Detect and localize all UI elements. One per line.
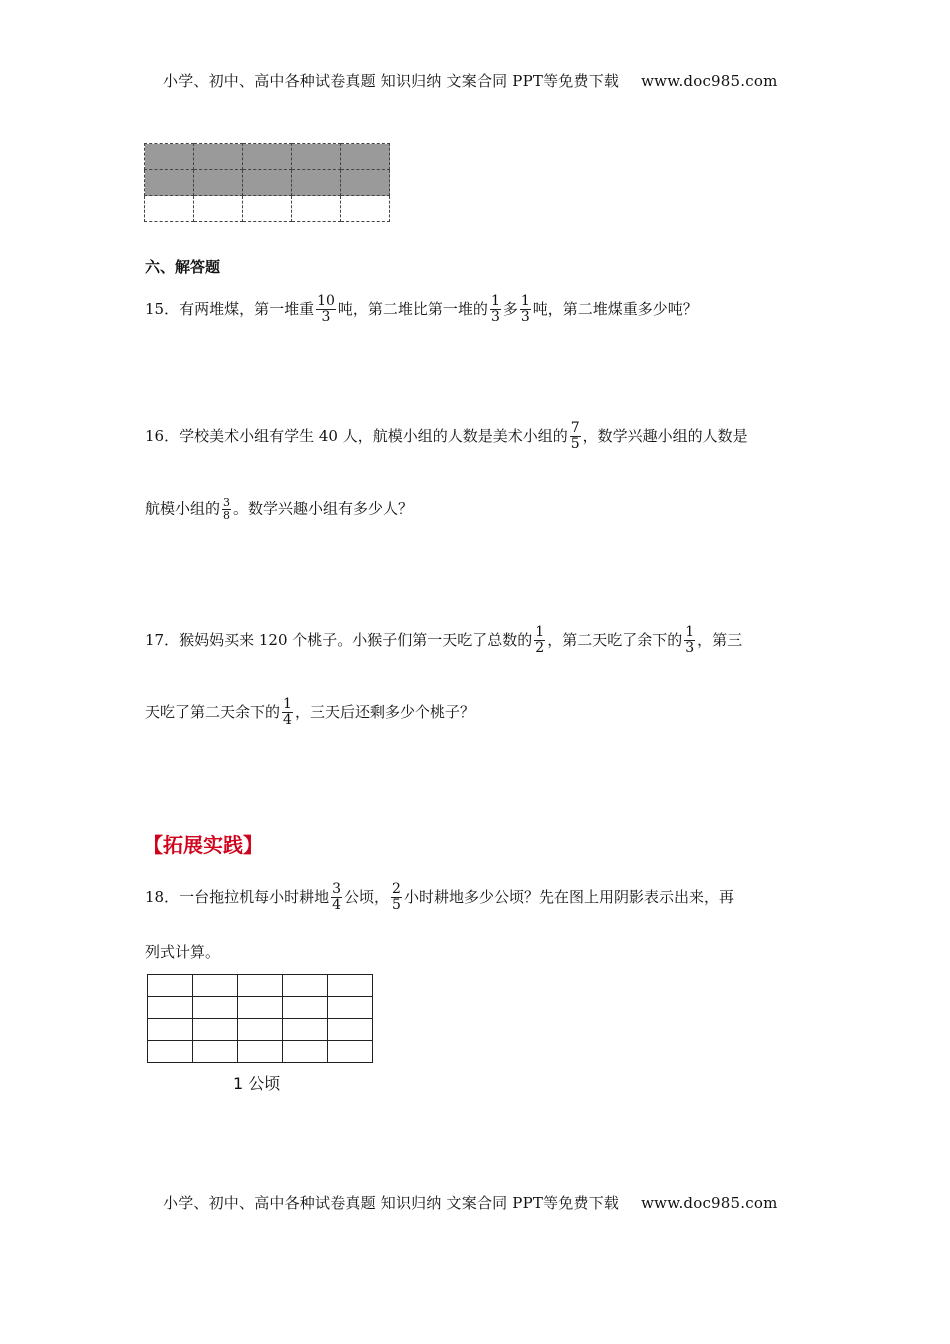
denominator: 5	[570, 436, 580, 453]
grid-cell	[194, 196, 243, 222]
header-text: 小学、初中、高中各种试卷真题 知识归纳 文案合同 PPT等免费下载	[163, 72, 620, 90]
denominator: 5	[392, 897, 401, 914]
grid-row	[145, 170, 390, 196]
denominator: 3	[316, 309, 336, 325]
grid-cell	[238, 997, 283, 1019]
numerator: 2	[392, 881, 401, 897]
fraction	[331, 882, 342, 914]
denominator: 4	[332, 897, 342, 914]
grid-row	[148, 1019, 373, 1041]
shaded-cell	[292, 144, 341, 170]
grid-cell	[328, 997, 373, 1019]
fraction	[684, 625, 695, 657]
grid-cell	[292, 196, 341, 222]
shaded-cell	[341, 170, 390, 196]
denominator: 3	[520, 309, 530, 326]
grid-cell	[148, 997, 193, 1019]
fraction	[534, 625, 545, 657]
question-18-line-2: 列式计算。	[145, 943, 221, 961]
page-header	[163, 70, 778, 91]
fraction	[316, 294, 336, 326]
bottom-grid-figure	[147, 974, 373, 1063]
grid-cell	[193, 975, 238, 997]
denominator: 8	[223, 509, 231, 523]
grid-cell	[238, 975, 283, 997]
shaded-cell	[341, 144, 390, 170]
header-url: www.doc985.com	[641, 72, 778, 90]
extension-title: 【拓展实践】	[143, 833, 263, 857]
q16-text-3: 航模小组的	[145, 499, 221, 518]
bottom-grid	[147, 974, 373, 1063]
section-title: 六、解答题	[145, 258, 221, 276]
denominator: 3	[490, 309, 500, 326]
q18-text-2: 公顷，	[344, 887, 390, 906]
grid-row	[145, 144, 390, 170]
q17-text-3: ，第三	[697, 630, 743, 649]
grid-cell	[145, 196, 194, 222]
fraction	[391, 882, 402, 914]
q15-text-4: 吨，第二堆煤重多少吨？	[532, 299, 698, 318]
grid-cell	[193, 1019, 238, 1041]
grid-cell	[341, 196, 390, 222]
grid-cell	[283, 1041, 328, 1063]
grid-cell	[328, 1041, 373, 1063]
shaded-cell	[292, 170, 341, 196]
grid-cell	[148, 1019, 193, 1041]
shaded-cell	[243, 170, 292, 196]
footer-text: 小学、初中、高中各种试卷真题 知识归纳 文案合同 PPT等免费下载	[163, 1194, 620, 1212]
fraction	[282, 697, 293, 729]
q15-text-2: 吨，第二堆比第一堆的	[337, 299, 488, 318]
grid-cell	[193, 997, 238, 1019]
grid-row	[148, 1041, 373, 1063]
top-grid	[144, 143, 390, 222]
footer-url: www.doc985.com	[641, 1194, 778, 1212]
denominator: 2	[535, 640, 545, 657]
grid-cell	[283, 997, 328, 1019]
top-grid-figure	[144, 143, 390, 222]
grid-caption: 1 公顷	[233, 1074, 281, 1093]
shaded-cell	[145, 170, 194, 196]
grid-row	[148, 997, 373, 1019]
fraction	[520, 294, 531, 326]
q17-text-1: 17．猴妈妈买来 120 个桃子。小猴子们第一天吃了总数的	[145, 630, 533, 649]
grid-cell	[283, 975, 328, 997]
numerator: 1	[490, 293, 500, 309]
numerator: 10	[317, 293, 335, 309]
grid-cell	[148, 975, 193, 997]
shaded-cell	[194, 170, 243, 196]
q17-text-5: ，三天后还剩多少个桃子？	[294, 702, 475, 721]
numerator: 3	[332, 881, 342, 897]
numerator: 1	[535, 624, 545, 640]
grid-cell	[283, 1019, 328, 1041]
q16-text-4: 。数学兴趣小组有多少人？	[233, 499, 414, 518]
question-15	[145, 294, 698, 326]
q17-text-4: 天吃了第二天余下的	[145, 702, 281, 721]
question-16-line-2	[145, 497, 413, 522]
numerator: 1	[283, 696, 292, 712]
grid-row	[145, 196, 390, 222]
shaded-cell	[145, 144, 194, 170]
q15-text-3: 多	[502, 299, 518, 318]
fraction	[222, 497, 231, 522]
question-17-line-1	[145, 625, 742, 657]
q17-text-2: ，第二天吃了余下的	[547, 630, 683, 649]
grid-cell	[328, 975, 373, 997]
numerator: 1	[520, 293, 530, 309]
numerator: 3	[223, 496, 231, 509]
fraction	[570, 421, 581, 453]
grid-cell	[238, 1019, 283, 1041]
grid-cell	[148, 1041, 193, 1063]
grid-cell	[328, 1019, 373, 1041]
question-17-line-2	[145, 697, 475, 729]
grid-cell	[238, 1041, 283, 1063]
q18-text-1: 18．一台拖拉机每小时耕地	[145, 887, 330, 906]
grid-cell	[193, 1041, 238, 1063]
q16-text-1: 16．学校美术小组有学生 40 人，航模小组的人数是美术小组的	[145, 426, 568, 445]
shaded-cell	[194, 144, 243, 170]
grid-cell	[243, 196, 292, 222]
denominator: 4	[283, 712, 292, 729]
question-18-line-1	[145, 882, 734, 914]
numerator: 1	[685, 624, 695, 640]
q16-text-2: ，数学兴趣小组的人数是	[582, 426, 748, 445]
q15-text-1: 15．有两堆煤，第一堆重	[145, 299, 315, 318]
denominator: 3	[685, 640, 695, 657]
numerator: 7	[570, 420, 580, 436]
question-16-line-1	[145, 421, 748, 453]
fraction	[490, 294, 501, 326]
page-footer	[163, 1192, 778, 1213]
grid-row	[148, 975, 373, 997]
shaded-cell	[243, 144, 292, 170]
q18-text-3: 小时耕地多少公顷？先在图上用阴影表示出来，再	[403, 887, 734, 906]
